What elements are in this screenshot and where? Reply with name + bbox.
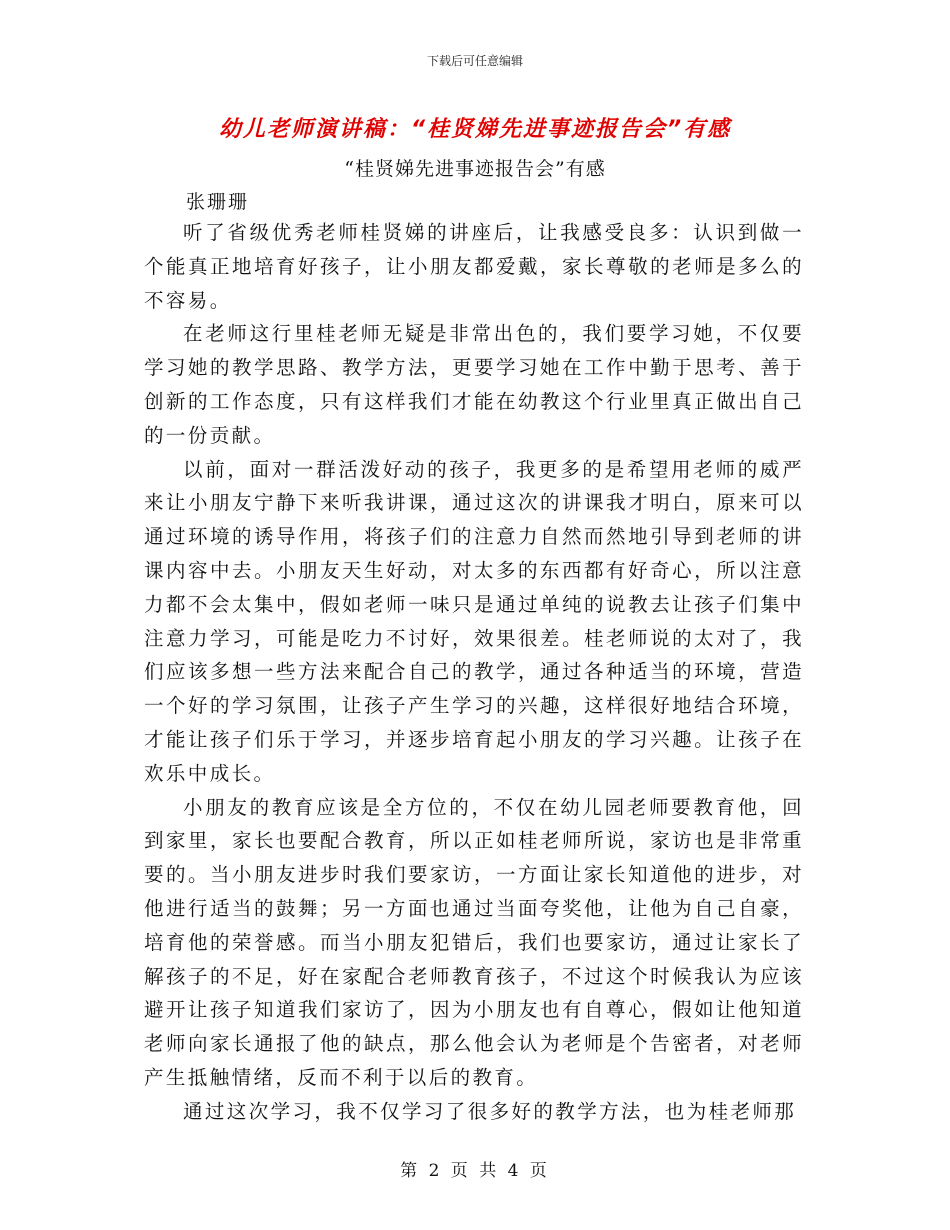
header-note: 下载后可任意编辑 bbox=[426, 54, 523, 68]
paragraph: 听了省级优秀老师桂贤娣的讲座后，让我感受良多：认识到做一个能真正地培育好孩子，让小朋友都爱戴，家长尊敬的老师是多么的不容易。 bbox=[144, 221, 804, 312]
page-number: 第 2 页 共 4 页 bbox=[400, 1161, 550, 1181]
paragraph: 小朋友的教育应该是全方位的，不仅在幼儿园老师要教育他，回到家里，家长也要配合教育，所以正如桂老师所说，家访也是非常重要的。当小朋友进步时我们要家访，一方面让家长知道他的进步，对他进行适当的鼓舞；另一方面也通过当面夸奖他，让他为自己自豪，培育他的荣誉感。而当小朋友犯错后，我们也要家访，通过让家长了解孩子的不足，好在家配合老师教育孩子，不过这个时候我认为应该避开让孩子知道我们家访了，因为小朋友也有自尊心，假如让他知道老师向家长通报了他的缺点，那么他会认为老师是个告密者，对老师产生抵触情绪，反而不利于以后的教育。 bbox=[144, 795, 804, 1089]
paragraph: 通过这次学习，我不仅学习了很多好的教学方法，也为桂老师那 bbox=[183, 1099, 797, 1123]
document-body bbox=[144, 216, 804, 1129]
document-title: 幼儿老师演讲稿：“桂贤娣先进事迹报告会”有感 bbox=[218, 117, 732, 142]
paragraph: 以前，面对一群活泼好动的孩子，我更多的是希望用老师的威严来让小朋友宁静下来听我讲课，通过这次的讲课我才明白，原来可以通过环境的诱导作用，将孩子们的注意力自然而然地引导到老师的讲课内容中去。小朋友天生好动，对太多的东西都有好奇心，所以注意力都不会太集中，假如老师一味只是通过单纯的说教去让孩子们集中注意力学习，可能是吃力不讨好，效果很差。桂老师说的太对了，我们应该多想一些方法来配合自己的教学，通过各种适当的环境，营造一个好的学习氛围，让孩子产生学习的兴趣，这样很好地结合环境，才能让孩子们乐于学习，并逐步培育起小朋友的学习兴趣。让孩子在欢乐中成长。 bbox=[144, 457, 804, 785]
document-subtitle: “桂贤娣先进事迹报告会”有感 bbox=[344, 158, 606, 180]
paragraph: 在老师这行里桂老师无疑是非常出色的，我们要学习她，不仅要学习她的教学思路、教学方法，更要学习她在工作中勤于思考、善于创新的工作态度，只有这样我们才能在幼教这个行业里真正做出自己的一份贡献。 bbox=[144, 322, 804, 447]
author-name: 张珊珊 bbox=[186, 191, 250, 213]
